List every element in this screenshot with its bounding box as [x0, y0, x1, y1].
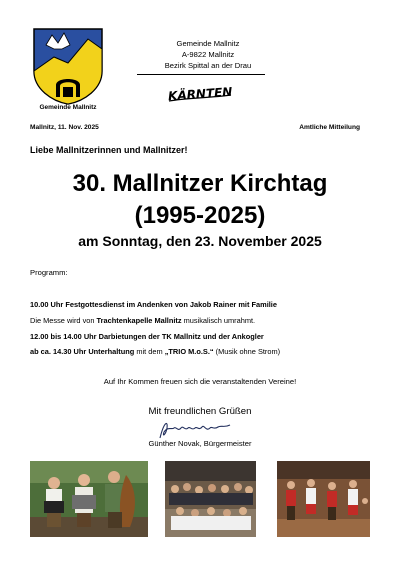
address-line-postal: A-9822 Mallnitz	[181, 50, 235, 59]
program-label: Programm:	[30, 268, 68, 277]
mayor-name: Günther Novak, Bürgermeister	[148, 439, 252, 448]
trio-name: „TRIO M.o.S.“	[164, 347, 214, 356]
program-text: (Musik ohne Strom)	[213, 347, 281, 356]
program-item-service: 10.00 Uhr Festgottesdienst im Andenken von Jakob Rainer mit Familie	[30, 300, 277, 309]
kaernten-logo	[165, 82, 235, 104]
program-time: ab ca. 14.30 Uhr Unterhaltung	[30, 347, 135, 356]
municipal-crest	[32, 27, 104, 105]
address-line-municipality: Gemeinde Mallnitz	[176, 39, 240, 48]
program-text: mit dem	[134, 347, 165, 356]
audience-hall-photo	[165, 461, 256, 537]
closing-line: Auf Ihr Kommen freuen sich die veranstaltenden Vereine!	[103, 377, 297, 386]
event-title: 30. Mallnitzer Kirchtag	[72, 170, 328, 197]
folk-dance-photo	[277, 461, 370, 537]
document-date: Mallnitz, 11. Nov. 2025	[30, 124, 99, 131]
musicians-trio-photo	[30, 461, 148, 537]
program-item-mass-music	[30, 316, 255, 325]
official-notice-label: Amtliche Mitteilung	[299, 124, 360, 131]
event-years: (1995-2025)	[134, 202, 266, 229]
address-line-district: Bezirk Spittal an der Drau	[164, 61, 252, 70]
address-divider	[137, 74, 265, 75]
program-text: musikalisch umrahmt.	[181, 316, 256, 325]
svg-text:KÄRNTEN: KÄRNTEN	[167, 84, 233, 104]
crest-label: Gemeinde Mallnitz	[39, 104, 97, 111]
program-item-entertainment	[30, 347, 280, 356]
program-text: Die Messe wird von	[30, 316, 97, 325]
program-item-performances: 12.00 bis 14.00 Uhr Darbietungen der TK Mallnitz und der Ankogler	[30, 332, 264, 341]
greeting: Liebe Mallnitzerinnen und Mallnitzer!	[30, 145, 188, 155]
event-date: am Sonntag, den 23. November 2025	[78, 233, 322, 249]
address-block	[128, 38, 288, 71]
band-name: Trachtenkapelle Mallnitz	[96, 316, 182, 325]
regards: Mit freundlichen Grüßen	[148, 406, 252, 417]
